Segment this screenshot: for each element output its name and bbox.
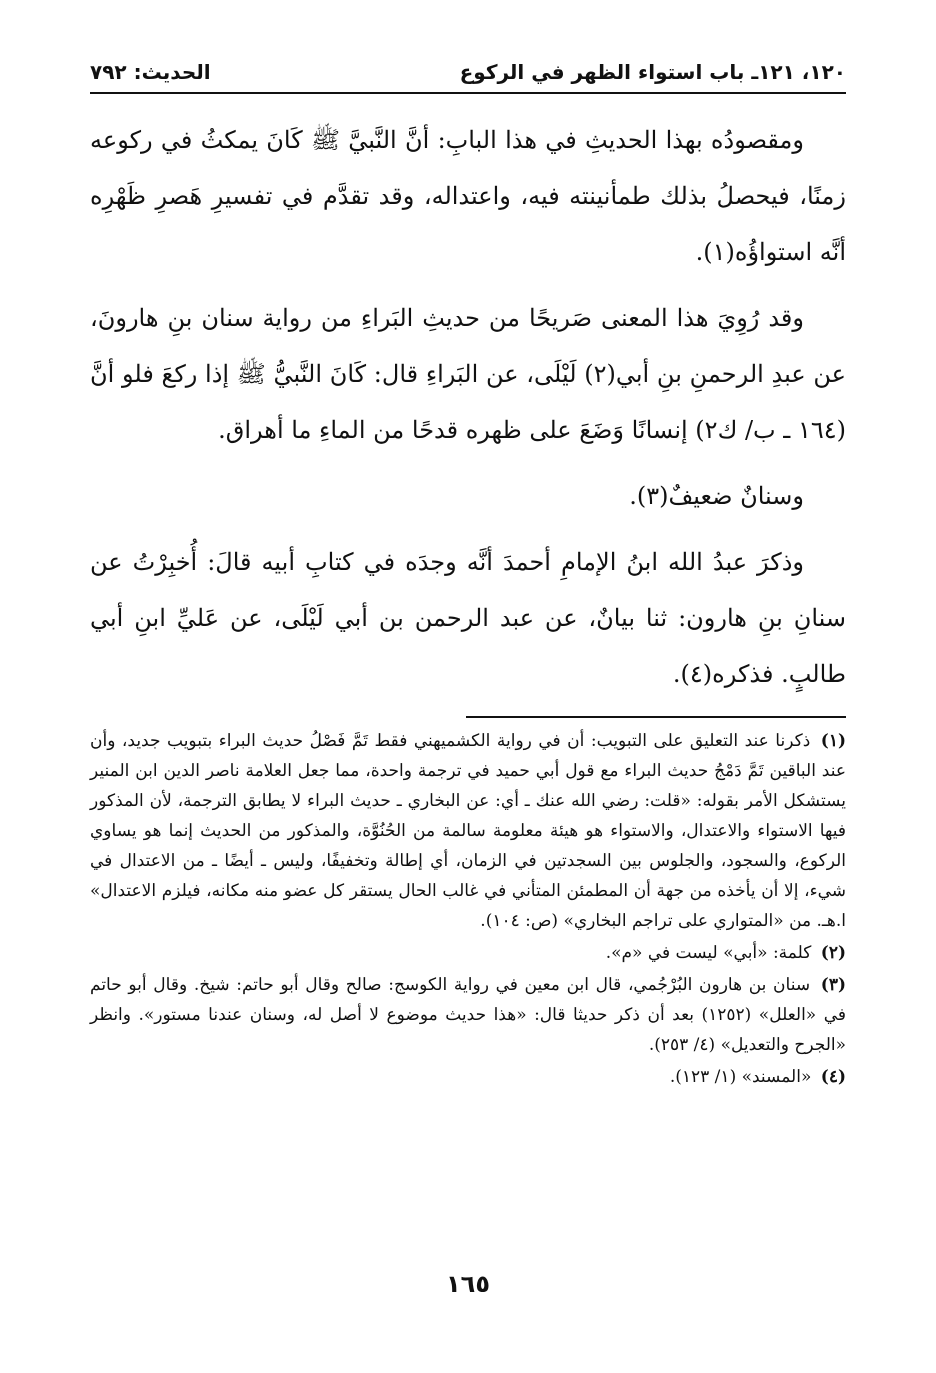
- footnote-divider: [466, 716, 846, 718]
- footnote-number: (٤): [820, 1067, 846, 1087]
- footnote-text: «المسند» (١/ ١٢٣).: [669, 1067, 812, 1087]
- main-text: [90, 112, 846, 702]
- paragraph-1: ومقصودُه بهذا الحديثِ في هذا البابِ: أنَّ النَّبيَّ ﷺ كَانَ يمكثُ في ركوعه زمنًا، فيحصلُ بذلك طمأنينته فيه، واعتداله، وقد تقدَّم في تفسيرِ هَصرِ ظَهْرِه أنَّه استواؤُه(١).: [90, 126, 846, 266]
- footnote-number: (١): [820, 731, 847, 751]
- hadith-number-label: الحديث: ٧٩٢: [90, 60, 211, 84]
- paragraph-4: وذكرَ عبدُ الله ابنُ الإمامِ أحمدَ أنَّه وجدَه في كتابِ أبيه قالَ: أُخبِرْتُ عن سنانِ بنِ هارون: ثنا بيانٌ، عن عبد الرحمن بن أبي لَيْلَى، عن عَليِّ ابنِ أبي طالبٍ. فذكره(٤).: [90, 548, 846, 688]
- running-header: [90, 52, 846, 94]
- paragraph-3: وسنانٌ ضعيفٌ(٣).: [629, 482, 804, 510]
- footnote-4: [90, 1062, 846, 1092]
- footnotes: [90, 726, 846, 1092]
- footnote-number: (٣): [820, 975, 847, 995]
- footnote-3: [90, 970, 846, 1060]
- footnote-text: سنان بن هارون البُرْجُمي، قال ابن معين في رواية الكوسج: صالح وقال أبو حاتم: شيخ. وقال أبو حاتم في «العلل» (١٢٥٢) بعد أن ذكر حديثا قال: «هذا حديث موضوع لا أصل له، وسنان عندنا مستور». وانظر «الجرح والتعديل» (٤/ ٢٥٣).: [90, 975, 846, 1055]
- chapter-title: ١٢٠، ١٢١ـ باب استواء الظهر في الركوع: [459, 60, 846, 84]
- book-page: [90, 52, 846, 1094]
- paragraph-2: وقد رُوِيَ هذا المعنى صَريحًا من حديثِ البَراءِ من رواية سنان بنِ هارونَ، عن عبدِ الرحمنِ بنِ أبي(٢) لَيْلَى، عن البَراءِ قال: كَانَ النَّبيُّ ﷺ إذا ركعَ فلو أنَّ (١٦٤ ـ ب/ ك٢) إنسانًا وَضَعَ على ظهره قدحًا من الماءِ ما أهراق.: [90, 304, 846, 444]
- footnote-text: ذكرنا عند التعليق على التبويب: أن في رواية الكشميهني فقط تَمَّ فَصْلُ حديث البراء بتبويب جديد، وأن عند الباقين تَمَّ دَمْجُ حديث البراء مع قول أبي حميد في ترجمة واحدة، مما جعل العلامة ناصر الدين ابن المنير يستشكل الأمر بقوله: «قلت: رضي الله عنك ـ أي: عن البخاري ـ حديث البراء لا يطابق الترجمة، لأن المذكور فيها الاستواء والاعتدال، والاستواء هو هيئة معلومة سالمة من الحُنُوَّة، والمذكور من الحديث إنما هو يساوي الركوع، والسجود، والجلوس بين السجدتين في الزمان، أي إطالة وتخفيفًا، وليس ـ أيضًا ـ من الاعتدال في شيء، إلا أن يأخذه من جهة أن المطمئن المتأني في غالب الحال يستقر كل عضو منه مكانه، فيلزم الاعتدال» ا.هـ. من «المتواري على تراجم البخاري» (ص: ١٠٤).: [90, 731, 846, 931]
- footnote-number: (٢): [820, 943, 846, 963]
- footnote-text: كلمة: «أبي» ليست في «م».: [605, 943, 812, 963]
- footnote-1: [90, 726, 846, 936]
- footnote-2: [90, 938, 846, 968]
- page-number: ١٦٥: [446, 1270, 490, 1298]
